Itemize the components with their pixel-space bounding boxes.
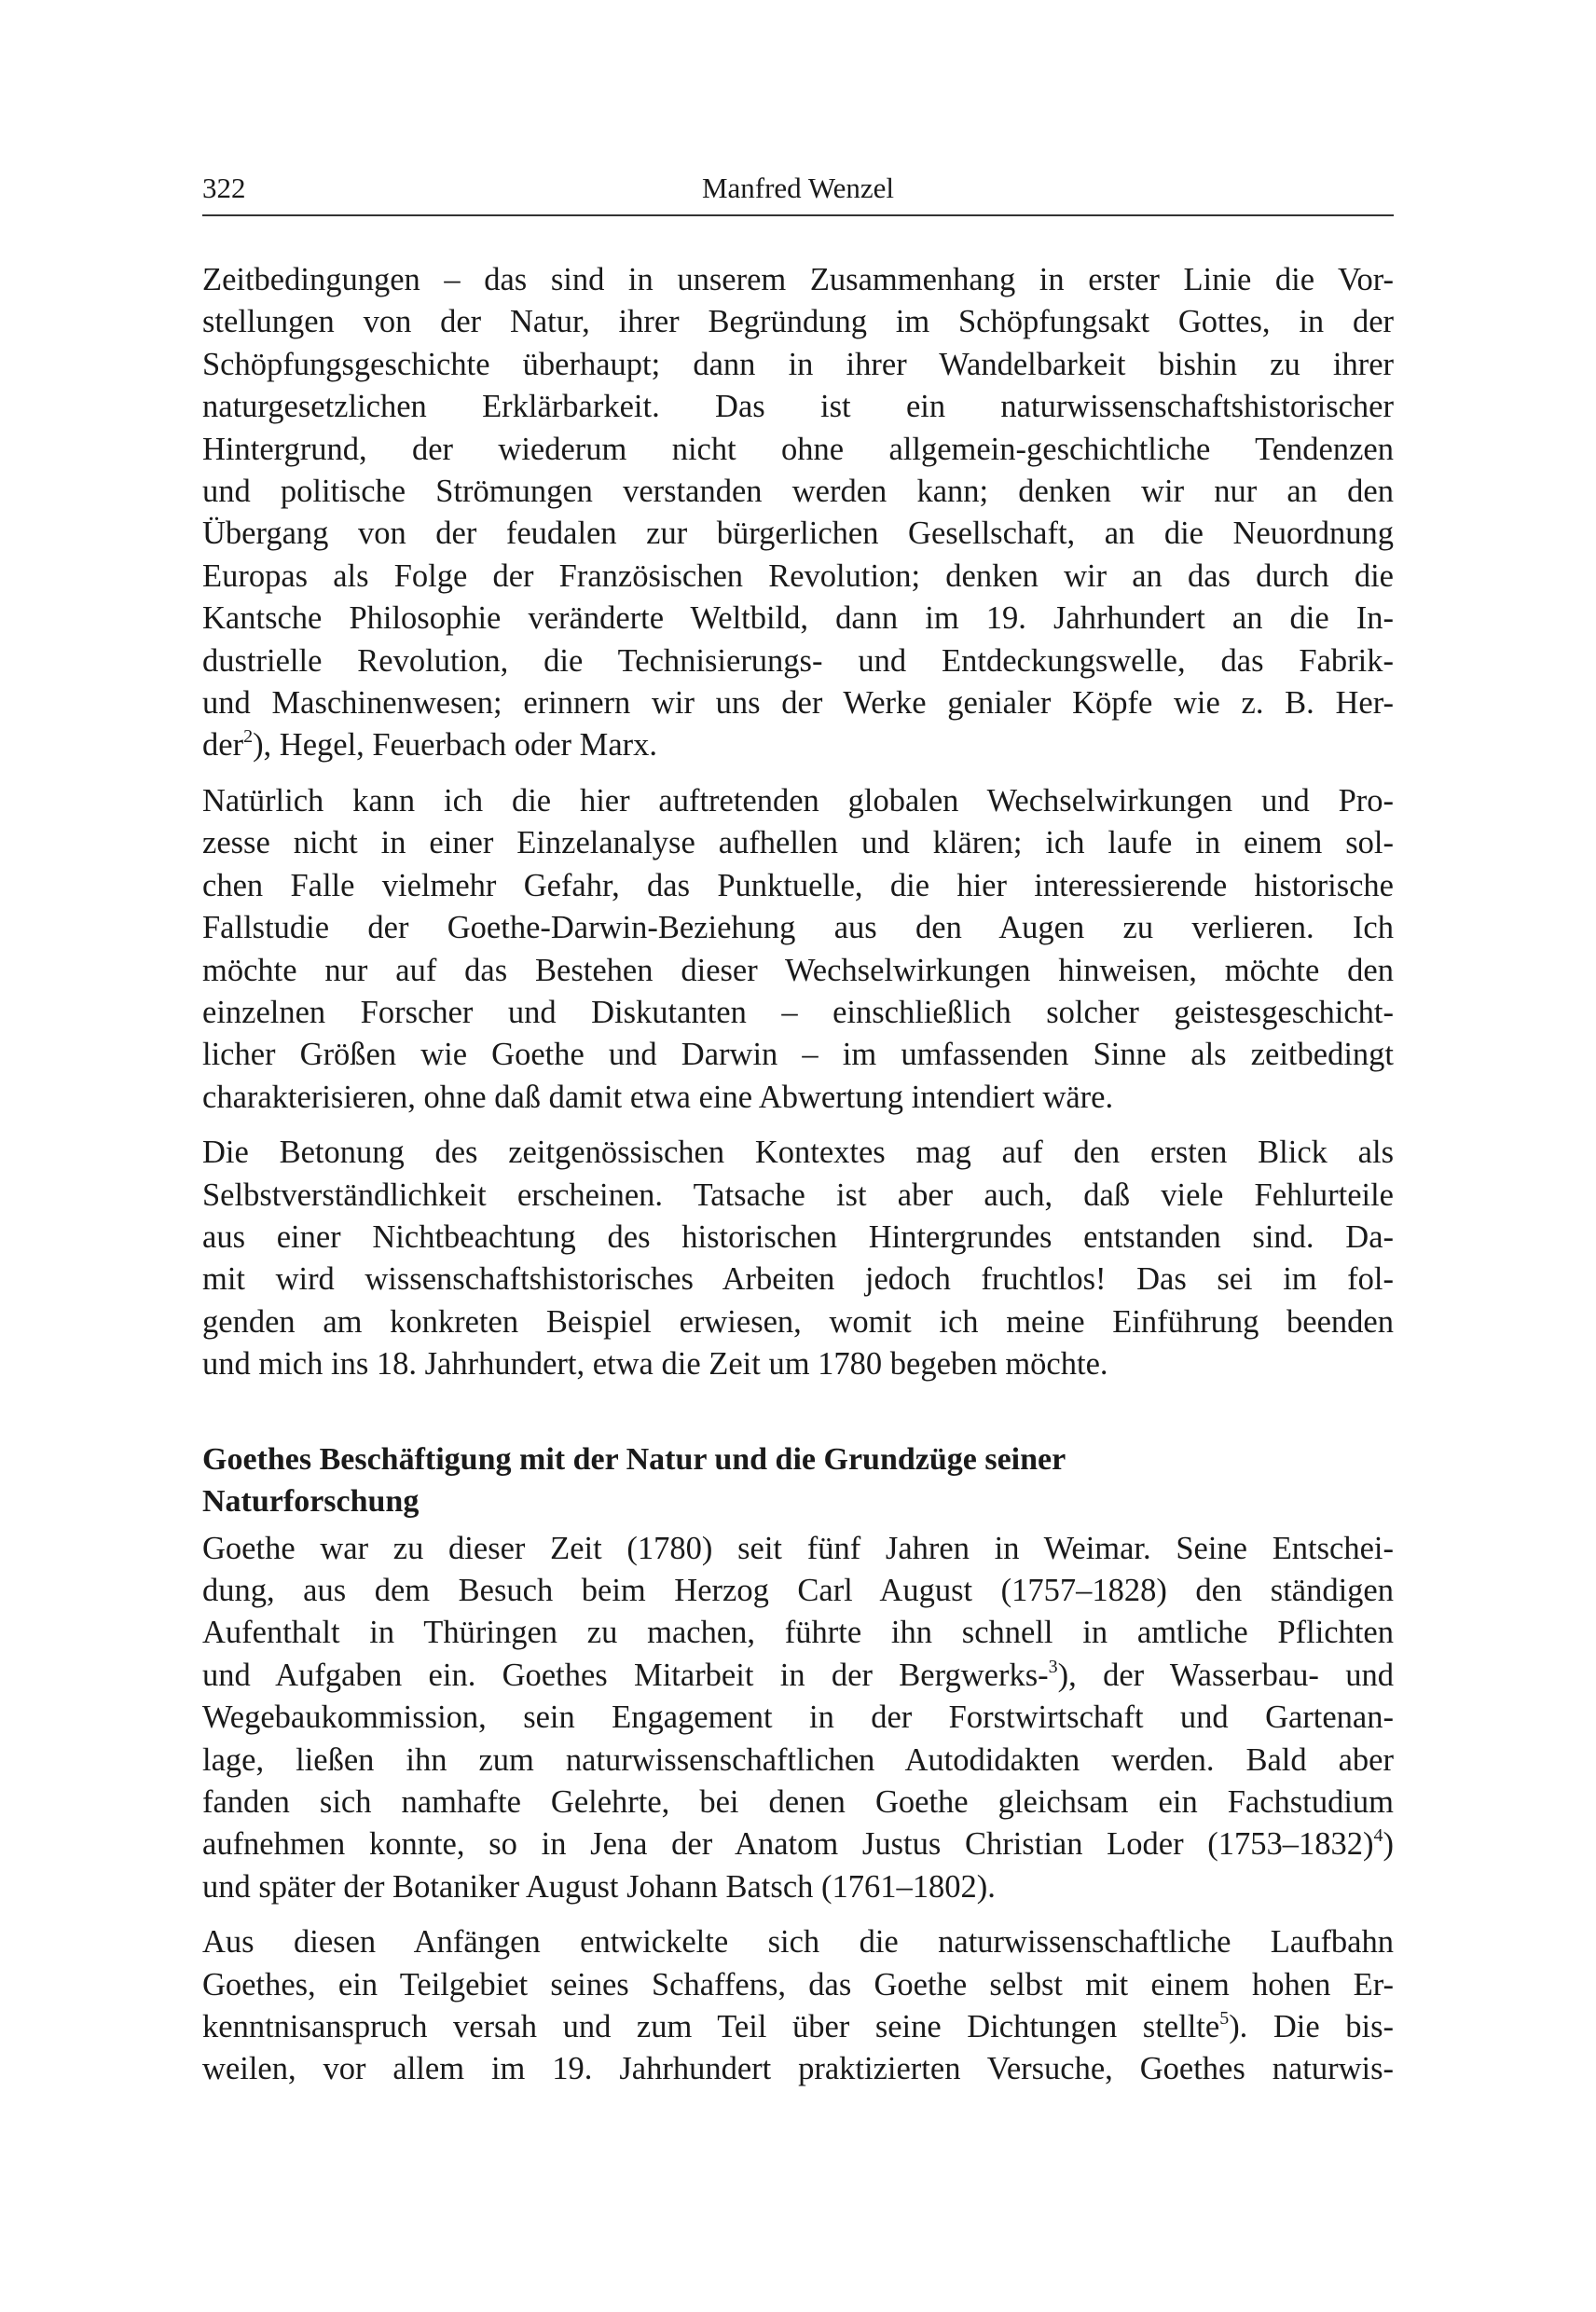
text-line: Natürlich kann ich die hier auftretenden globalen Wechselwirkungen und Pro- [202,782,1394,819]
text-line: lage, ließen ihn zum naturwissenschaftlichen Autodidakten werden. Bald aber [202,1741,1394,1778]
text-fragment: kenntnisanspruch versah und zum Teil über seine Dichtungen stellte [202,2009,1220,2045]
page-number: 322 [202,172,246,204]
text-line: weilen, vor allem im 19. Jahrhundert praktizierten Versuche, Goethes naturwis- [202,2051,1394,2087]
text-line: genden am konkreten Beispiel erwiesen, womit ich meine Einführung beenden [202,1303,1394,1340]
text-line: zesse nicht in einer Einzelanalyse aufhellen und klären; ich laufe in einem sol- [202,825,1394,861]
text-fragment: und Aufgaben ein. Goethes Mitarbeit in der Bergwerks- [202,1657,1049,1693]
text-line: Schöpfungsgeschichte überhaupt; dann in ihrer Wandelbarkeit bishin zu ihrer [202,346,1394,382]
text-line [202,2006,1394,2048]
text-line: Hintergrund, der wiederum nicht ohne allgemein-geschichtliche Tendenzen [202,431,1394,467]
paragraph-2 [202,780,1394,1119]
footnote-marker[interactable]: 3 [1048,1656,1058,1677]
running-head: Manfred Wenzel [701,172,895,204]
text-line: möchte nur auf das Bestehen dieser Wechselwirkungen hinweisen, möchte den [202,952,1394,988]
text-line: fanden sich namhafte Gelehrte, bei denen Goethe gleichsam ein Fachstudium [202,1784,1394,1820]
text-fragment: ) [1383,1826,1394,1863]
text-line: charakterisieren, ohne daß damit etwa eine Abwertung intendiert wäre. [202,1079,1114,1115]
text-line: und später der Botaniker August Johann Batsch (1761–1802). [202,1868,996,1905]
text-line: licher Größen wie Goethe und Darwin – im umfassenden Sinne als zeitbedingt [202,1037,1394,1073]
text-line: Kantsche Philosophie veränderte Weltbild, dann im 19. Jahrhundert an die In- [202,600,1394,637]
paragraph-3 [202,1132,1394,1385]
page-header [202,168,1394,216]
text-line: aus einer Nichtbeachtung des historischen Hintergrundes entstanden sind. Da- [202,1218,1394,1255]
text-line: und mich ins 18. Jahrhundert, etwa die Zeit um 1780 begeben möchte. [202,1346,1108,1383]
text-fragment: ), Hegel, Feuerbach oder Marx. [253,727,658,764]
paragraph-4 [202,1528,1394,1909]
text-fragment: ), der Wasserbau- und [1057,1657,1394,1693]
text-line [202,724,1394,766]
page-body [202,259,1394,2091]
text-fragment: aufnehmen konnte, so in Jena der Anatom Justus Christian Loder (1753–1832) [202,1826,1374,1863]
text-line: Die Betonung des zeitgenössischen Kontextes mag auf den ersten Blick als [202,1135,1394,1171]
text-line: Übergang von der feudalen zur bürgerlichen Gesellschaft, an die Neuordnung [202,516,1394,552]
paragraph-5 [202,1921,1394,2091]
text-fragment: ). Die bis- [1229,2009,1394,2045]
text-line: Fallstudie der Goethe-Darwin-Beziehung aus den Augen zu verlieren. Ich [202,910,1394,946]
text-line: dung, aus dem Besuch beim Herzog Carl August (1757–1828) den ständigen [202,1572,1394,1608]
text-line: Aus diesen Anfängen entwickelte sich die naturwissenschaftliche Laufbahn [202,1924,1394,1961]
footnote-marker[interactable]: 2 [243,726,254,748]
text-fragment: der [202,727,244,764]
footnote-marker[interactable]: 4 [1373,1825,1383,1847]
text-line: chen Falle vielmehr Gefahr, das Punktuelle, die hier interessierende historische [202,867,1394,903]
text-line [202,1823,1394,1865]
text-line: einzelnen Forscher und Diskutanten – einschließlich solcher geistesgeschicht- [202,994,1394,1030]
text-line: naturgesetzlichen Erklärbarkeit. Das ist ein naturwissenschaftshistorischer [202,389,1394,425]
text-line: mit wird wissenschaftshistorisches Arbeiten jedoch fruchtlos! Das sei im fol- [202,1261,1394,1298]
section-heading [202,1438,1394,1522]
text-line: und Maschinenwesen; erinnern wir uns der Werke genialer Köpfe wie z. B. Her- [202,685,1394,722]
text-line: und politische Strömungen verstanden werden kann; denken wir nur an den [202,474,1394,510]
text-line: Wegebaukommission, sein Engagement in der Forstwirtschaft und Gartenan- [202,1700,1394,1736]
paragraph-1 [202,259,1394,767]
text-line: Europas als Folge der Französischen Revolution; denken wir an das durch die [202,557,1394,594]
text-line [202,1655,1394,1697]
text-line: dustrielle Revolution, die Technisierungs- und Entdeckungswelle, das Fabrik- [202,642,1394,679]
text-line: Selbstverständlichkeit erscheinen. Tatsache ist aber auch, daß viele Fehlurteile [202,1177,1394,1213]
footnote-marker[interactable]: 5 [1219,2008,1230,2030]
text-line: stellungen von der Natur, ihrer Begründung im Schöpfungsakt Gottes, in der [202,304,1394,340]
text-line: Zeitbedingungen – das sind in unserem Zusammenhang in erster Linie die Vor- [202,262,1394,297]
text-line: Aufenthalt in Thüringen zu machen, führte ihn schnell in amtliche Pflichten [202,1615,1394,1651]
text-line: Goethes, ein Teilgebiet seines Schaffens, das Goethe selbst mit einem hohen Er- [202,1966,1394,2002]
heading-line: Goethes Beschäftigung mit der Natur und die Grundzüge seiner [202,1441,1066,1477]
text-line: Goethe war zu dieser Zeit (1780) seit fünf Jahren in Weimar. Seine Entschei- [202,1530,1394,1566]
heading-line: Naturforschung [202,1483,420,1519]
